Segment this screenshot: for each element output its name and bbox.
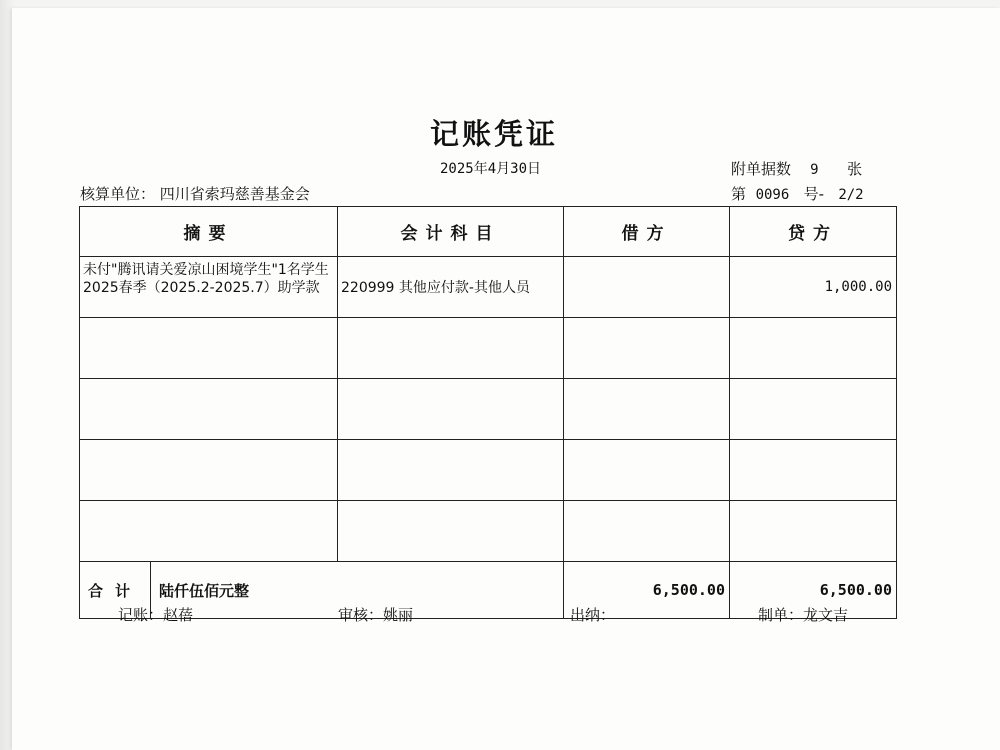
voucher-table — [79, 206, 897, 619]
table-row — [80, 318, 897, 379]
attachments-info — [731, 158, 862, 179]
row-credit — [730, 501, 897, 562]
cashier-sign — [570, 604, 615, 625]
voucher-date: 2025年4月30日 — [440, 161, 542, 177]
cashier-label: 出纳： — [570, 606, 616, 624]
row-debit — [564, 501, 730, 562]
row-account — [338, 440, 564, 501]
accounting-unit — [80, 183, 310, 204]
reviewer-label: 审核： — [338, 606, 384, 624]
row-credit — [730, 318, 897, 379]
table-header-row — [80, 207, 897, 257]
voucher-no-prefix: 第 — [731, 185, 747, 203]
row-debit — [564, 440, 730, 501]
row-credit — [730, 440, 897, 501]
bookkeeper-sign — [118, 604, 193, 625]
row-account — [338, 318, 564, 379]
total-amount-words: 陆仟伍佰元整 — [159, 581, 250, 600]
bookkeeper-label: 记账： — [118, 606, 164, 624]
attachments-label: 附单据数 — [731, 160, 792, 178]
voucher-page: 2/2 — [838, 187, 864, 203]
header-debit: 借方 — [564, 207, 730, 257]
table-row — [80, 440, 897, 501]
voucher-number — [731, 183, 864, 204]
table-row — [80, 257, 897, 318]
unit-name: 四川省索玛慈善基金会 — [159, 185, 310, 203]
row-summary — [80, 318, 338, 379]
total-label: 合计 — [87, 581, 142, 600]
preparer-sign — [758, 604, 848, 625]
row-summary — [80, 379, 338, 440]
row-debit — [564, 318, 730, 379]
total-credit: 6,500.00 — [730, 562, 897, 619]
row-credit: 1,000.00 — [730, 257, 897, 318]
reviewer-name: 姚丽 — [383, 606, 414, 624]
row-summary: 未付"腾讯请关爱凉山困境学生"1名学生2025春季（2025.2-2025.7）助学款 — [80, 257, 338, 318]
attachments-unit: 张 — [847, 160, 863, 178]
voucher-title: 记账凭证 — [429, 117, 558, 151]
row-summary — [80, 501, 338, 562]
table-row — [80, 379, 897, 440]
row-account: 220999 其他应付款-其他人员 — [338, 257, 564, 318]
header-account: 会计科目 — [338, 207, 564, 257]
preparer-name: 龙文吉 — [803, 606, 849, 624]
row-debit — [564, 257, 730, 318]
bookkeeper-name: 赵蓓 — [163, 606, 194, 624]
header-summary: 摘要 — [80, 207, 338, 257]
voucher-no-value: 0096 — [755, 187, 790, 203]
total-debit: 6,500.00 — [564, 562, 730, 619]
preparer-label: 制单： — [758, 606, 804, 624]
row-summary — [80, 440, 338, 501]
row-credit — [730, 379, 897, 440]
unit-label: 核算单位： — [80, 185, 156, 203]
attachments-count: 9 — [810, 162, 819, 178]
reviewer-sign — [338, 604, 413, 625]
table-row — [80, 501, 897, 562]
row-account — [338, 501, 564, 562]
row-debit — [564, 379, 730, 440]
voucher-no-suffix: 号- — [803, 185, 825, 203]
row-account — [338, 379, 564, 440]
header-credit: 贷方 — [730, 207, 897, 257]
